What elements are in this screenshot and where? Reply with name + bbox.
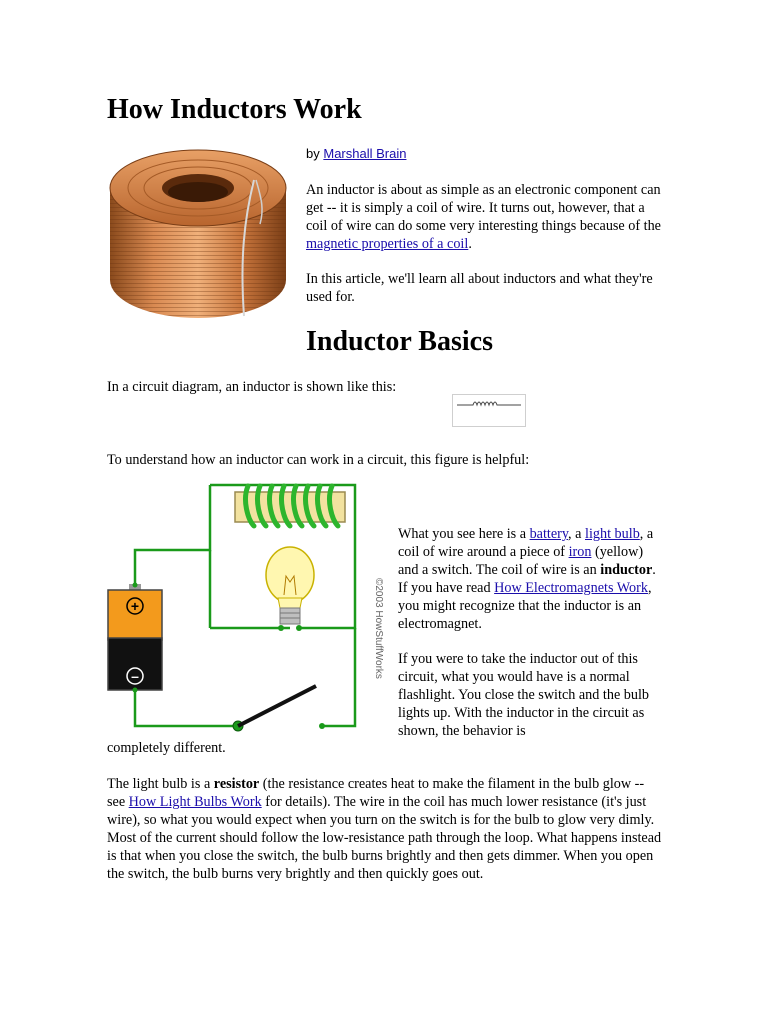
resistor-paragraph: The light bulb is a resistor (the resistance creates heat to make the filament in the bulb glow -- see How Light Bulbs Work for details). The wire in the coil has much lower resistance (it's just wire), so what you would expect when you turn on the switch is for the bulb to glow very dimly. Most of the current should follow the low-resistance path through the loop. What happens instead is that when you close the switch, the bulb burns brightly and then gets dimmer. When you open the switch, the bulb burns very brightly and then quickly goes out. bbox=[107, 776, 662, 882]
resistor-bold: resistor bbox=[213, 776, 260, 792]
author-link[interactable]: Marshall Brain bbox=[323, 146, 407, 161]
byline-prefix: by bbox=[306, 146, 320, 161]
inductor-symbol-icon bbox=[452, 394, 526, 427]
copper-coil-photo bbox=[104, 140, 292, 320]
intro-paragraph-2: In this article, we'll learn all about inductors and what they're used for. bbox=[306, 271, 653, 305]
byline bbox=[306, 146, 406, 161]
figure-copyright: ©2003 HowStuffWorks bbox=[373, 578, 384, 679]
intro-paragraph-1: An inductor is about as simple as an electronic component can get -- it is simply a coil of wire. It turns out, however, that a coil of wire can do some very interesting things because of the magnetic properties of a coil. bbox=[306, 182, 661, 252]
wire-bottom-right bbox=[322, 628, 355, 726]
article-title: How Inductors Work bbox=[107, 94, 362, 125]
magnetic-properties-link[interactable]: magnetic properties of a coil bbox=[306, 236, 469, 252]
figure-intro-text: To understand how an inductor can work in a circuit, this figure is helpful: bbox=[107, 452, 530, 468]
light-bulbs-link[interactable]: How Light Bulbs Work bbox=[128, 794, 262, 810]
figure-paragraph-2: If you were to take the inductor out of this circuit, what you would have is a normal flashlight. You close the switch and the bulb lights up. With the inductor in the circuit as shown, the behavior is bbox=[398, 651, 650, 739]
battery-minus: – bbox=[131, 668, 139, 684]
inductor-bold: inductor bbox=[600, 562, 653, 578]
light-bulb-link[interactable]: light bulb bbox=[585, 526, 640, 542]
battery-link[interactable]: battery bbox=[529, 526, 569, 542]
figure-paragraph-1: What you see here is a battery, a light bulb, a coil of wire around a piece of iron (yellow) and a switch. The coil of wire is an inductor. If you have read How Electromagnets Work, you might recognize that the inductor is an electromagnet. bbox=[398, 526, 656, 632]
wire-bottom-left bbox=[135, 690, 238, 726]
iron-link[interactable]: iron bbox=[568, 544, 592, 560]
figure-paragraph-2-continued: completely different. bbox=[107, 740, 226, 756]
light-bulb bbox=[266, 547, 314, 624]
wire-top-left bbox=[135, 485, 210, 585]
circuit-figure bbox=[100, 480, 392, 742]
electromagnets-link[interactable]: How Electromagnets Work bbox=[494, 580, 648, 596]
battery-plus: + bbox=[130, 598, 140, 614]
switch bbox=[233, 686, 325, 731]
battery bbox=[108, 584, 162, 690]
section-heading: Inductor Basics bbox=[306, 326, 493, 357]
circuit-diagram-text: In a circuit diagram, an inductor is shown like this: bbox=[107, 379, 397, 395]
